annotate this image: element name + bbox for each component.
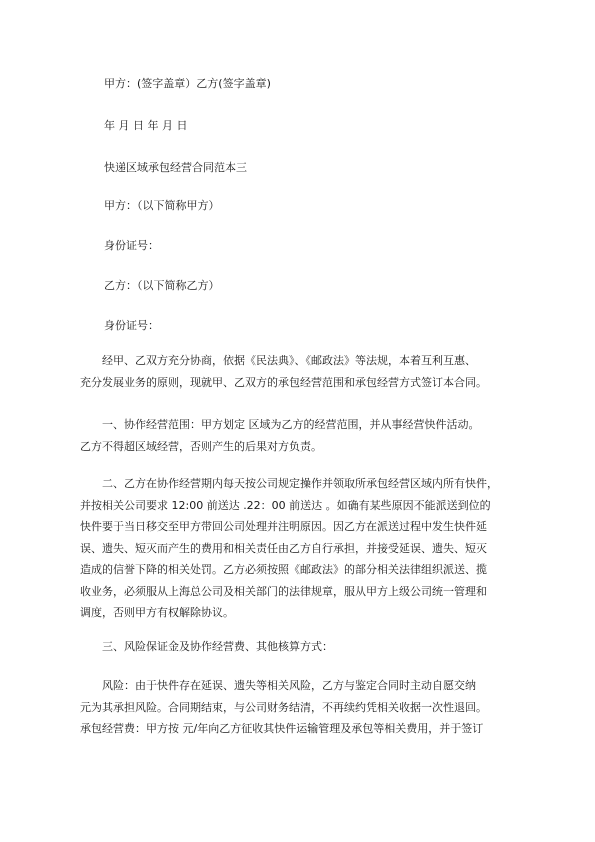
clause-3-paragraph: [80, 675, 525, 740]
date-line: 年 月 日 年 月 日: [104, 119, 188, 132]
party-b-id: 身份证号：: [104, 319, 159, 332]
clause-2-line: 调度，否则甲方有权解除协议。: [80, 606, 234, 619]
clause-2-line: 误、遗失、短灭而产生的费用和相关责任由乙方自行承担，并接受延误、遗失、短灭: [80, 541, 487, 555]
document-title: 快递区域承包经营合同范本三: [104, 161, 247, 174]
intro-line: 充分发展业务的原则，现就甲、乙双方的承包经营范围和承包经营方式签订本合同。: [80, 375, 487, 389]
clause-3-title: 三、风险保证金及协作经营费、其他核算方式：: [102, 640, 333, 653]
clause-1-line: 一、协作经营范围：甲方划定 区域为乙方的经营范围，并从事经营快件活动。: [102, 418, 480, 431]
clause-2-line: 快件要于当日移交至甲方带回公司处理并注明原因。因乙方在派送过程中发生快件延: [80, 520, 487, 533]
clause-2-line: 造成的信誉下降的相关处罚。乙方必须按照《邮政法》的部分相关法律组织派送、揽: [80, 563, 487, 576]
party-a-id: 身份证号：: [104, 239, 159, 252]
clause-1-paragraph: [80, 414, 525, 457]
clause-2-paragraph: [80, 473, 525, 624]
clause-2-line: 收业务，必须服从上海总公司及相关部门的法律规章，服从甲方上级公司统一管理和: [80, 584, 487, 598]
clause-3-title-block: [80, 636, 525, 658]
party-a-label: 甲方：（以下简称甲方）: [104, 199, 220, 212]
clause-3-line: 元为其承担风险。合同期结束，与公司财务结清，不再续约凭相关收据一次性退回。: [80, 700, 487, 714]
intro-line: 经甲、乙双方充分协商，依据《民法典》、《邮政法》等法规，本着互利互惠、: [102, 354, 476, 367]
clause-2-line: 二、乙方在协作经营期内每天按公司规定操作并领取所承包经营区域内所有快件，: [102, 477, 498, 490]
clause-3-line: 风险：由于快件存在延误、遗失等相关风险，乙方与鉴定合同时主动自愿交纳: [102, 679, 476, 692]
signature-line: 甲方：(签字盖章）乙方(签字盖章): [104, 77, 271, 90]
party-b-label: 乙方：（以下简称乙方）: [104, 279, 220, 292]
intro-paragraph: [80, 350, 525, 393]
clause-3-line: 承包经营费：甲方按 元/年向乙方征收其快件运输管理及承包等相关费用，并于签订: [80, 722, 484, 735]
clause-1-line: 乙方不得超区域经营，否则产生的后果对方负责。: [80, 439, 322, 453]
clause-2-line: 并按相关公司要求 12:00 前送达 .22：00 前送达 。如确有某些原因不能派送到位的: [80, 498, 491, 512]
